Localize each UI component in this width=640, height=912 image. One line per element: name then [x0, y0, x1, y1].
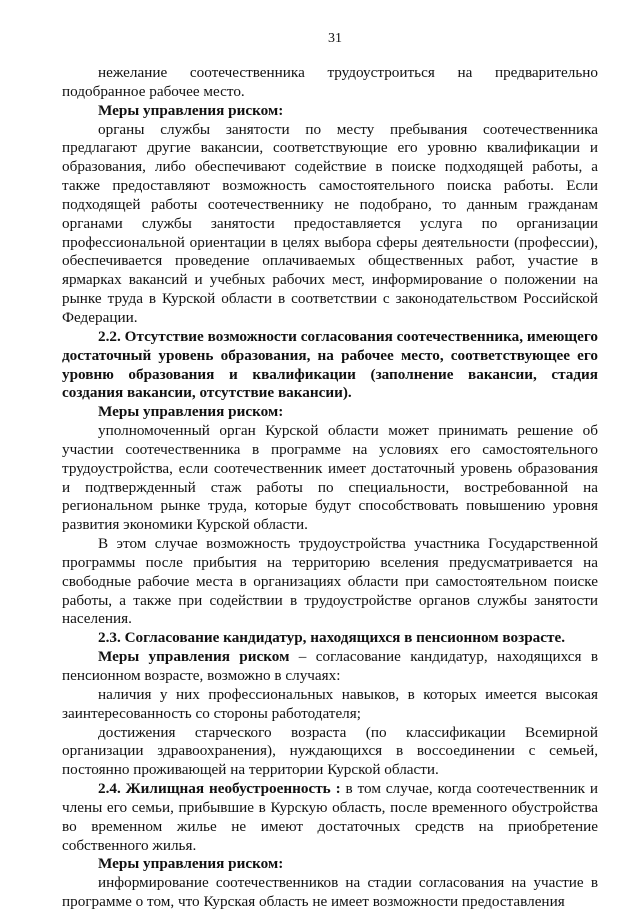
paragraph-b11	[62, 780, 598, 855]
text-run: информирование соотечественников на стадии согласования на участие в программе о том, что Курская область не имеет возможности предоставления	[62, 874, 598, 911]
paragraph-b0	[62, 64, 598, 102]
text-run: органы службы занятости по месту пребывания соотечественника предлагают другие вакансии, соответствующие его уровню квалификации и образования, либо обеспечивают содействие в поиске подходящей работы, а также предоставляют возможность самостоятельного поиска работы. Если подходящей работы соотечественнику не подобрано, то данным гражданам органами службы занятости предоставляется услуга по организации профессиональной ориентации в целях выбора сферы деятельности (профессии), обеспечивается проведение оплачиваемых общественных работ, участие в ярмарках вакансий и учебных рабочих мест, информирование о положении на рынке труда в Курской области в соответствии с законодательством Российской Федерации.	[62, 120, 598, 326]
bold-text-run: 2.3. Согласование кандидатур, находящихся в пенсионном возрасте.	[98, 629, 565, 647]
paragraph-b9	[62, 686, 598, 724]
bold-text-run: Меры управления риском:	[98, 101, 284, 119]
document-body	[62, 64, 598, 912]
paragraph-b8	[62, 648, 598, 686]
text-run: уполномоченный орган Курской области может принимать решение об участии соотечественника в программе на условиях его самостоятельного трудоустройства, если соотечественник имеет достаточный уровень образования и подтвержденный стаж работы по специальности, востребованной на региональном рынке труда, которые будут способствовать повышению уровня развития экономики Курской области.	[62, 422, 598, 534]
text-run: достижения старческого возраста (по классификации Всемирной организации здравоохранения), нуждающихся в воссоединении с семьей, постоянно проживающей на территории Курской области.	[62, 723, 598, 779]
paragraph-b12	[62, 855, 598, 874]
paragraph-b2	[62, 121, 598, 328]
paragraph-b10	[62, 724, 598, 781]
text-run: в том случае, когда соотечественник и члены его семьи, прибывшие в Курскую область, после временного обустройства во временном жилье не имеют достаточных средств на приобретение собственного жилья.	[62, 780, 599, 854]
paragraph-b13	[62, 874, 598, 912]
paragraph-b1	[62, 102, 598, 121]
paragraph-b3	[62, 328, 598, 403]
bold-text-run: Меры управления риском:	[98, 403, 284, 421]
text-run: нежелание соотечественника трудоустроиться на предварительно подобранное рабочее место.	[62, 64, 598, 100]
text-run: – согласование кандидатур, находящихся в пенсионном возрасте, возможно в случаях:	[62, 648, 598, 684]
paragraph-b6	[62, 535, 598, 629]
paragraph-b5	[62, 422, 598, 535]
paragraph-b7	[62, 629, 598, 648]
bold-text-run: 2.4. Жилищная необустроенность :	[98, 780, 341, 798]
text-run: наличия у них профессиональных навыков, в которых имеется высокая заинтересованность со стороны работодателя;	[62, 685, 598, 722]
bold-text-run: 2.2. Отсутствие возможности согласования соотечественника, имеющего достаточный уровень образования, на рабочее место, соответствующее его уровню образования и квалификации (заполнение вакансии, стадия создания вакансии, отсутствие вакансии).	[62, 327, 598, 402]
paragraph-b4	[62, 403, 598, 422]
bold-text-run: Меры управления риском:	[98, 855, 284, 873]
text-run: В этом случае возможность трудоустройства участника Государственной программы после прибытия на территорию вселения предусматривается на свободные рабочие места в организациях области при самостоятельном поиске работы, а также при содействии в трудоустройстве органов службы занятости населения.	[62, 535, 598, 628]
page-number: 31	[328, 31, 342, 46]
bold-text-run: Меры управления риском	[98, 648, 290, 666]
